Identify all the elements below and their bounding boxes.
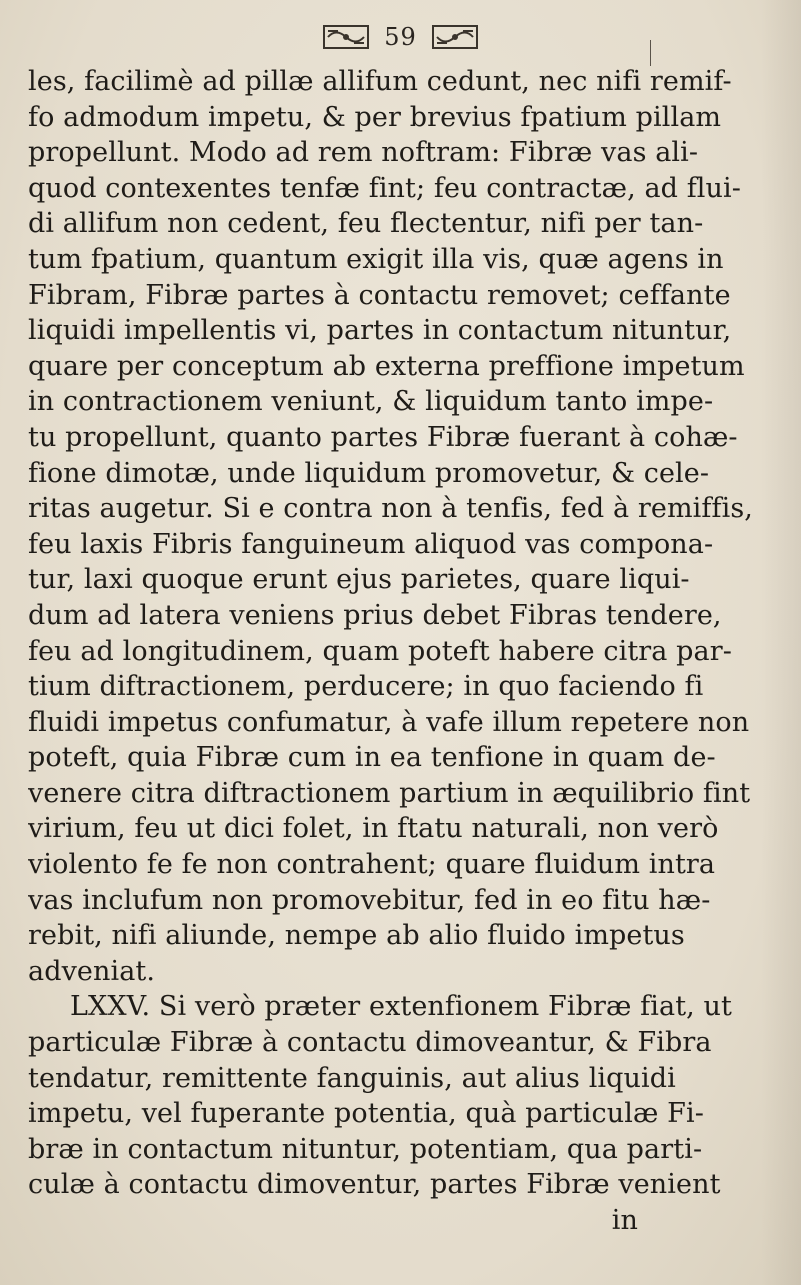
body-text: [28, 64, 788, 1239]
text-line: particulæ Fibræ à contactu dimoveantur, & Fibra: [28, 1027, 712, 1059]
right-ornament-icon: [427, 20, 483, 54]
text-line: dum ad latera veniens prius debet Fibras tendere,: [28, 599, 722, 631]
text-line: propellunt. Modo ad rem noftram: Fibræ vas ali-: [28, 137, 699, 169]
text-line: culæ à contactu dimoventur, partes Fibræ venient: [28, 1169, 721, 1201]
text-line: fo admodum impetu, & per brevius fpatium pillam: [28, 101, 722, 133]
text-line: tendatur, remittente fanguinis, aut alius liquidi: [28, 1062, 676, 1094]
page-number: 59: [384, 23, 417, 51]
text-line: virium, feu ut dici folet, in ftatu naturali, non verò: [28, 813, 719, 845]
text-line: les, facilimè ad pillæ allifum cedunt, nec nifi remif-: [28, 66, 732, 97]
section-heading-line: LXXV. Si verò præter extenfionem Fibræ fiat, ut: [70, 991, 732, 1023]
text-line: fione dimotæ, unde liquidum promovetur, & cele-: [28, 457, 710, 489]
text-line: feu laxis Fibris fanguineum aliquod vas compona-: [28, 528, 714, 560]
text-line: venere citra diftractionem partium in æquilibrio fint: [28, 777, 751, 809]
text-line: quare per conceptum ab externa preffione impetum: [28, 350, 745, 382]
left-ornament-icon: [318, 20, 374, 54]
text-line: bræ in contactum nituntur, potentiam, qua parti-: [28, 1133, 703, 1165]
text-line: quod contexentes tenfæ fint; feu contractæ, ad flui-: [28, 172, 741, 204]
scan-edge-shadow: [761, 0, 801, 1285]
text-line: violento fe fe non contrahent; quare fluidum intra: [28, 849, 716, 881]
text-line: impetu, vel fuperante potentia, quà particulæ Fi-: [28, 1098, 704, 1130]
text-line: feu ad longitudinem, quam poteft habere citra par-: [28, 635, 732, 667]
text-line: rebit, nifi aliunde, nempe ab alio fluido impetus: [28, 920, 685, 952]
margin-rule: [650, 40, 651, 66]
text-line: tium diftractionem, perducere; in quo faciendo fi: [28, 671, 704, 703]
text-line: ritas augetur. Si e contra non à tenfis, fed à remiffis,: [28, 493, 753, 525]
text-line: adveniat.: [28, 955, 156, 987]
text-line: fluidi impetus confumatur, à vafe illum repetere non: [28, 706, 750, 738]
page-header: [0, 20, 801, 64]
text-line: tu propellunt, quanto partes Fibræ fuerant à cohæ-: [28, 421, 738, 453]
text-line: tum fpatium, quantum exigit illa vis, quæ agens in: [28, 243, 724, 275]
text-line: Fibram, Fibræ partes à contactu removet; ceffante: [28, 279, 731, 311]
text-line: di allifum non cedent, feu flectentur, nifi per tan-: [28, 208, 704, 240]
text-line: liquidi impellentis vi, partes in contactum nituntur,: [28, 315, 732, 347]
text-line: vas inclufum non promovebitur, fed in eo fitu hæ-: [28, 884, 711, 916]
text-line: in contractionem veniunt, & liquidum tanto impe-: [28, 386, 714, 418]
text-line: poteft, quia Fibræ cum in ea tenfione in quam de-: [28, 742, 716, 774]
text-line: tur, laxi quoque erunt ejus parietes, quare liqui-: [28, 564, 690, 596]
catchword: in: [611, 1205, 638, 1236]
